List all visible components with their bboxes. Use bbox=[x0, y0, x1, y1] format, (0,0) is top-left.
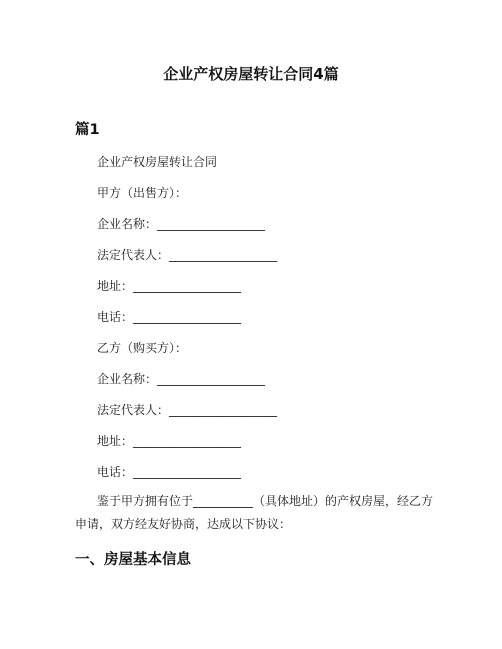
section-1-heading: 一、房屋基本信息 bbox=[75, 552, 191, 568]
part-heading: 篇1 bbox=[75, 122, 100, 138]
party-b-legal-rep: 法定代表人：__________________ bbox=[97, 403, 278, 417]
party-a-address: 地址：__________________ bbox=[97, 279, 242, 293]
party-a-heading: 甲方（出售方）： bbox=[97, 186, 188, 200]
contract-name: 企业产权房屋转让合同 bbox=[97, 155, 218, 169]
party-a-phone: 电话：__________________ bbox=[97, 310, 242, 324]
party-b-phone: 电话：__________________ bbox=[97, 465, 242, 479]
preamble-paragraph: 鉴于甲方拥有位于__________（具体地址）的产权房屋，经乙方申请，双方经友好协商，达成以下协议： bbox=[75, 494, 434, 531]
party-a-company-name: 企业名称：__________________ bbox=[97, 217, 266, 231]
party-b-company-name: 企业名称：__________________ bbox=[97, 372, 266, 386]
party-b-address: 地址：__________________ bbox=[97, 434, 242, 448]
party-a-legal-rep: 法定代表人：__________________ bbox=[97, 248, 278, 262]
party-b-heading: 乙方（购买方）： bbox=[97, 341, 188, 355]
document-title: 企业产权房屋转让合同4篇 bbox=[163, 65, 339, 83]
